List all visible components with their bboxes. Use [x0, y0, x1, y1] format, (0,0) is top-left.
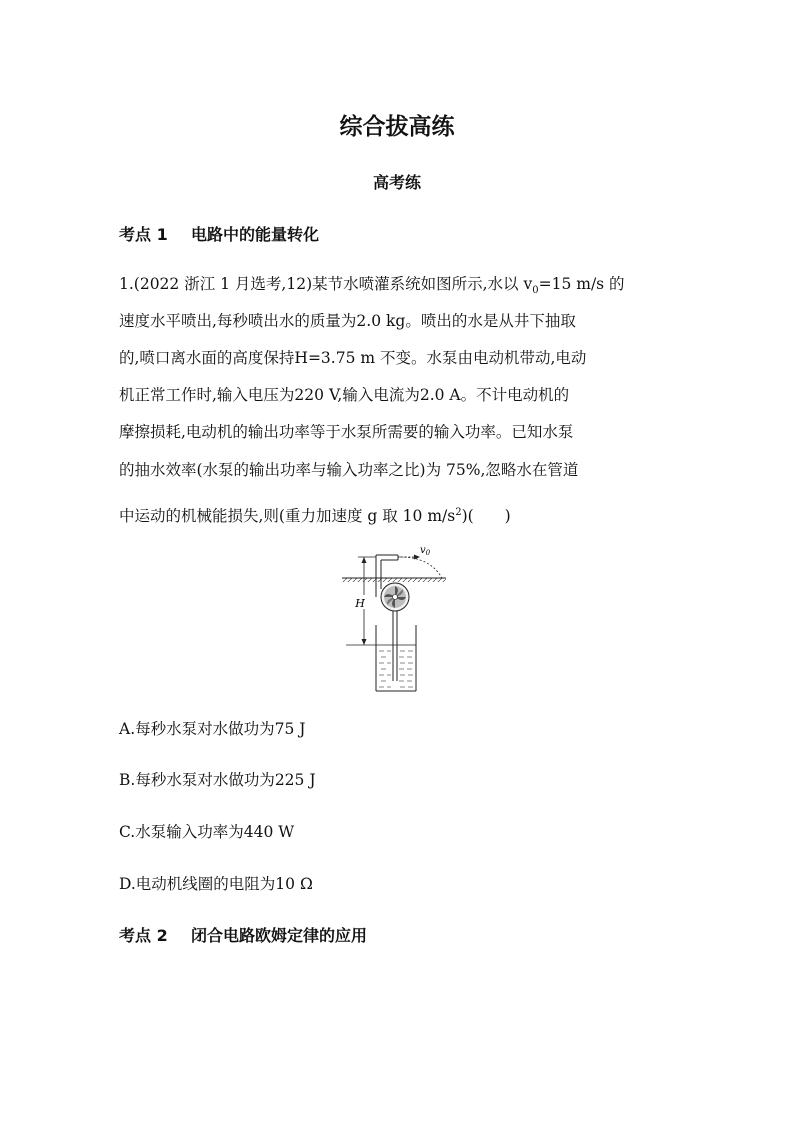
- section-heading-2: [119, 923, 367, 946]
- subscript: 0: [532, 285, 539, 297]
- height-label: H: [355, 597, 365, 610]
- page-title: 综合拔高练: [339, 114, 455, 140]
- water-trajectory: [400, 557, 442, 578]
- question-text: 中运动的机械能损失,则(重力加速度 g 取 10 m/s: [119, 507, 456, 526]
- superscript: 2: [455, 507, 462, 518]
- option-d: D.电动机线圈的电阻为10 Ω: [119, 875, 313, 893]
- pump-diagram: [340, 545, 460, 697]
- section-name: 闭合电路欧姆定律的应用: [191, 926, 368, 945]
- water-fill: [379, 651, 413, 687]
- question-line: 速度水平喷出,每秒喷出水的质量为2.0 kg。喷出的水是从井下抽取: [119, 312, 576, 330]
- section-number: 考点 1: [119, 225, 168, 244]
- section-number: 考点 2: [119, 926, 168, 945]
- question-line: 机正常工作时,输入电压为220 V,输入电流为2.0 A。不计电动机的: [119, 386, 570, 404]
- velocity-label: $v_0$: [420, 545, 431, 557]
- question-text: =15 m/s 的: [538, 275, 625, 293]
- question-text: )( ): [461, 507, 511, 526]
- page-subtitle: 高考练: [372, 173, 421, 192]
- question-line: 摩擦损耗,电动机的输出功率等于水泵所需要的输入功率。已知水泵: [119, 423, 574, 441]
- section-name: 电路中的能量转化: [191, 225, 320, 244]
- question-line: 的抽水效率(水泵的输出功率与输入功率之比)为 75%,忽略水在管道: [119, 461, 579, 479]
- section-heading-1: [119, 222, 319, 245]
- question-text: 1.(2022 浙江 1 月选考,12)某节水喷灌系统如图所示,水以 v: [119, 275, 533, 293]
- option-a: A.每秒水泵对水做功为75 J: [119, 720, 306, 738]
- question-line: [119, 274, 625, 301]
- question-line: 的,喷口离水面的高度保持H=3.75 m 不变。水泵由电动机带动,电动: [119, 349, 587, 367]
- option-b: B.每秒水泵对水做功为225 J: [119, 771, 316, 789]
- option-c: C.水泵输入功率为440 W: [119, 823, 295, 841]
- question-line: [119, 503, 511, 526]
- ground-hatch: [342, 578, 446, 582]
